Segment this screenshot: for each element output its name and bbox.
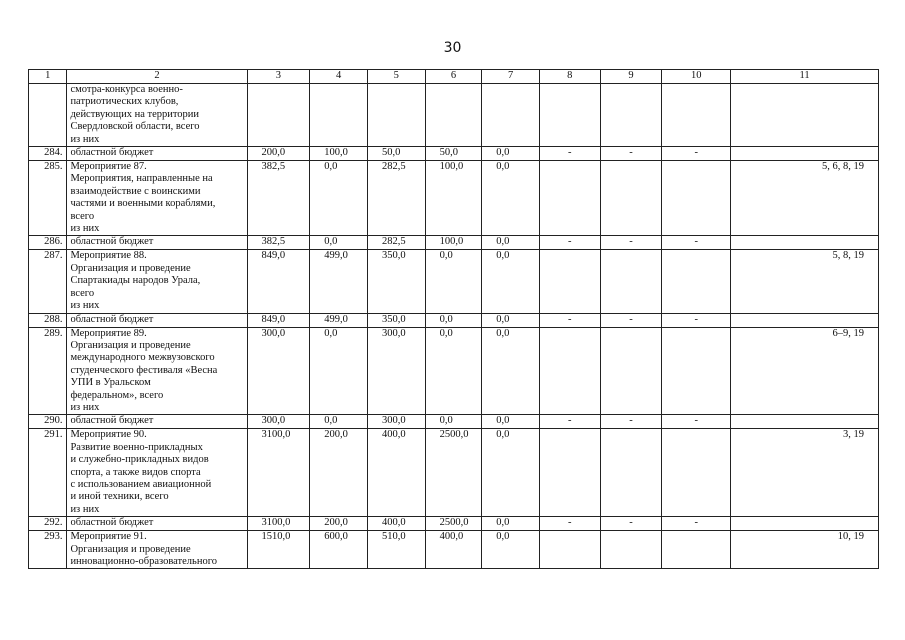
- row-number: 290.: [29, 415, 67, 429]
- amount-col-8: [539, 250, 600, 313]
- total-amount: 300,0: [247, 415, 310, 429]
- amount-col-6: 100,0: [425, 236, 482, 250]
- total-amount: 3100,0: [247, 517, 310, 531]
- amount-col-4: 200,0: [310, 517, 368, 531]
- row-number: 286.: [29, 236, 67, 250]
- total-amount: [247, 84, 310, 147]
- amount-col-4: 0,0: [310, 327, 368, 415]
- amount-col-4: 0,0: [310, 236, 368, 250]
- amount-col-8: [539, 161, 600, 236]
- amount-col-10: [662, 84, 731, 147]
- row-description: областной бюджет: [67, 415, 247, 429]
- amount-col-7: 0,0: [482, 147, 540, 161]
- target-indicators: [731, 313, 879, 327]
- amount-col-6: 2500,0: [425, 517, 482, 531]
- amount-col-5: 282,5: [367, 236, 425, 250]
- amount-col-5: 300,0: [367, 415, 425, 429]
- amount-col-10: [662, 429, 731, 517]
- amount-col-7: 0,0: [482, 250, 540, 313]
- amount-col-9: [600, 429, 662, 517]
- amount-col-5: 50,0: [367, 147, 425, 161]
- table-row: [29, 531, 879, 569]
- table-row: [29, 236, 879, 250]
- header-cell: 8: [539, 70, 600, 84]
- row-description: областной бюджет: [67, 517, 247, 531]
- amount-col-10: [662, 161, 731, 236]
- row-description: Мероприятие 90. Развитие военно-прикладных и служебно-прикладных видов спорта, а также видов спорта с использованием авиационной и иной техники, всего из них: [67, 429, 247, 517]
- amount-col-10: -: [662, 147, 731, 161]
- row-number: 287.: [29, 250, 67, 313]
- row-number: 293.: [29, 531, 67, 569]
- amount-col-8: [539, 84, 600, 147]
- target-indicators: 6–9, 19: [731, 327, 879, 415]
- amount-col-4: 200,0: [310, 429, 368, 517]
- amount-col-6: 0,0: [425, 327, 482, 415]
- header-cell: 1: [29, 70, 67, 84]
- amount-col-5: 400,0: [367, 429, 425, 517]
- target-indicators: [731, 84, 879, 147]
- amount-col-7: 0,0: [482, 161, 540, 236]
- row-number: 285.: [29, 161, 67, 236]
- amount-col-4: 100,0: [310, 147, 368, 161]
- amount-col-4: 0,0: [310, 161, 368, 236]
- amount-col-6: 0,0: [425, 250, 482, 313]
- total-amount: 300,0: [247, 327, 310, 415]
- row-description: смотра-конкурса военно- патриотических клубов, действующих на территории Свердловской области, всего из них: [67, 84, 247, 147]
- amount-col-9: -: [600, 147, 662, 161]
- amount-col-10: -: [662, 415, 731, 429]
- amount-col-8: [539, 429, 600, 517]
- amount-col-8: [539, 327, 600, 415]
- target-indicators: 5, 8, 19: [731, 250, 879, 313]
- amount-col-5: 400,0: [367, 517, 425, 531]
- amount-col-10: [662, 327, 731, 415]
- amount-col-5: 282,5: [367, 161, 425, 236]
- header-row: [29, 70, 879, 84]
- amount-col-6: 50,0: [425, 147, 482, 161]
- amount-col-9: -: [600, 313, 662, 327]
- amount-col-7: 0,0: [482, 236, 540, 250]
- header-cell: 7: [482, 70, 540, 84]
- amount-col-5: 300,0: [367, 327, 425, 415]
- amount-col-6: 0,0: [425, 415, 482, 429]
- header-cell: 2: [67, 70, 247, 84]
- table-row: [29, 517, 879, 531]
- amount-col-4: 499,0: [310, 250, 368, 313]
- amount-col-4: 0,0: [310, 415, 368, 429]
- total-amount: 3100,0: [247, 429, 310, 517]
- row-number: 289.: [29, 327, 67, 415]
- target-indicators: 10, 19: [731, 531, 879, 569]
- amount-col-10: [662, 531, 731, 569]
- amount-col-7: 0,0: [482, 531, 540, 569]
- amount-col-5: 510,0: [367, 531, 425, 569]
- header-cell: 5: [367, 70, 425, 84]
- amount-col-9: -: [600, 236, 662, 250]
- table-row: [29, 429, 879, 517]
- header-cell: 11: [731, 70, 879, 84]
- amount-col-6: [425, 84, 482, 147]
- amount-col-10: -: [662, 236, 731, 250]
- amount-col-8: -: [539, 415, 600, 429]
- amount-col-8: -: [539, 313, 600, 327]
- amount-col-8: -: [539, 517, 600, 531]
- table-row: [29, 327, 879, 415]
- row-number: [29, 84, 67, 147]
- amount-col-7: 0,0: [482, 327, 540, 415]
- amount-col-10: [662, 250, 731, 313]
- amount-col-9: [600, 84, 662, 147]
- total-amount: 1510,0: [247, 531, 310, 569]
- row-number: 284.: [29, 147, 67, 161]
- amount-col-8: -: [539, 236, 600, 250]
- budget-table: [28, 69, 879, 569]
- amount-col-9: [600, 161, 662, 236]
- amount-col-6: 2500,0: [425, 429, 482, 517]
- row-description: областной бюджет: [67, 236, 247, 250]
- amount-col-10: -: [662, 313, 731, 327]
- total-amount: 849,0: [247, 250, 310, 313]
- amount-col-9: [600, 327, 662, 415]
- amount-col-6: 100,0: [425, 161, 482, 236]
- amount-col-6: 400,0: [425, 531, 482, 569]
- header-cell: 9: [600, 70, 662, 84]
- total-amount: 382,5: [247, 236, 310, 250]
- row-description: областной бюджет: [67, 147, 247, 161]
- total-amount: 849,0: [247, 313, 310, 327]
- target-indicators: [731, 415, 879, 429]
- amount-col-6: 0,0: [425, 313, 482, 327]
- target-indicators: 3, 19: [731, 429, 879, 517]
- amount-col-7: [482, 84, 540, 147]
- amount-col-5: [367, 84, 425, 147]
- page-number: 30: [443, 40, 462, 56]
- amount-col-9: [600, 250, 662, 313]
- row-description: Мероприятие 87. Мероприятия, направленные на взаимодействие с воинскими частями и военными кораблями, всего из них: [67, 161, 247, 236]
- target-indicators: [731, 517, 879, 531]
- target-indicators: [731, 236, 879, 250]
- amount-col-7: 0,0: [482, 517, 540, 531]
- target-indicators: 5, 6, 8, 19: [731, 161, 879, 236]
- row-description: областной бюджет: [67, 313, 247, 327]
- amount-col-9: -: [600, 517, 662, 531]
- table-row: [29, 313, 879, 327]
- amount-col-10: -: [662, 517, 731, 531]
- table-row: [29, 147, 879, 161]
- row-description: Мероприятие 91. Организация и проведение инновационно-образовательного: [67, 531, 247, 569]
- row-description: Мероприятие 88. Организация и проведение Спартакиады народов Урала, всего из них: [67, 250, 247, 313]
- amount-col-5: 350,0: [367, 313, 425, 327]
- row-description: Мероприятие 89. Организация и проведение международного межвузовского студенческого фестиваля «Весна УПИ в Уральском федеральном», всего из них: [67, 327, 247, 415]
- amount-col-9: -: [600, 415, 662, 429]
- amount-col-4: 600,0: [310, 531, 368, 569]
- header-cell: 10: [662, 70, 731, 84]
- table-row: [29, 161, 879, 236]
- amount-col-8: -: [539, 147, 600, 161]
- table-row: [29, 84, 879, 147]
- table-row: [29, 250, 879, 313]
- amount-col-9: [600, 531, 662, 569]
- target-indicators: [731, 147, 879, 161]
- amount-col-4: [310, 84, 368, 147]
- amount-col-7: 0,0: [482, 313, 540, 327]
- row-number: 291.: [29, 429, 67, 517]
- amount-col-5: 350,0: [367, 250, 425, 313]
- header-cell: 6: [425, 70, 482, 84]
- table-row: [29, 415, 879, 429]
- header-cell: 3: [247, 70, 310, 84]
- total-amount: 382,5: [247, 161, 310, 236]
- amount-col-7: 0,0: [482, 415, 540, 429]
- amount-col-7: 0,0: [482, 429, 540, 517]
- header-cell: 4: [310, 70, 368, 84]
- amount-col-4: 499,0: [310, 313, 368, 327]
- row-number: 288.: [29, 313, 67, 327]
- row-number: 292.: [29, 517, 67, 531]
- total-amount: 200,0: [247, 147, 310, 161]
- amount-col-8: [539, 531, 600, 569]
